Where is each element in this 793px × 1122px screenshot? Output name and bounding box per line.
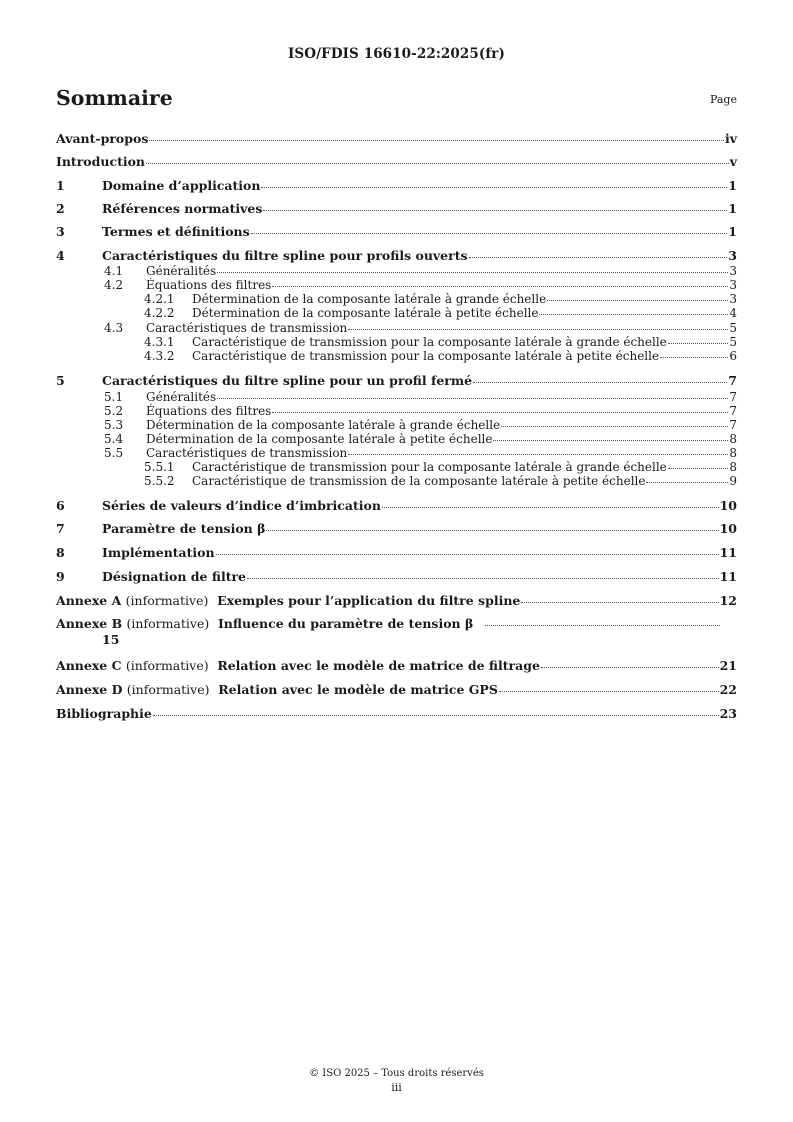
toc-entry-5-3[interactable] — [56, 418, 737, 432]
toc-entry-page: 10 — [719, 521, 737, 536]
toc-entry-page: 23 — [719, 706, 737, 721]
toc-entry-title: Détermination de la composante latérale à petite échelle — [146, 432, 493, 446]
dot-leader — [521, 602, 718, 603]
toc-entry-bibliographie[interactable] — [56, 707, 737, 721]
dot-leader — [499, 691, 719, 692]
toc-entry-page: 15 — [102, 632, 120, 647]
toc-entry-number: 4.3 — [104, 321, 124, 335]
toc-entry-title: Domaine d’application — [102, 178, 261, 193]
dot-leader — [469, 257, 728, 258]
toc-entry-annex-d[interactable] — [56, 683, 737, 697]
toc-entry-title: Introduction — [56, 154, 146, 169]
toc-entry-annex-a[interactable] — [56, 594, 737, 608]
toc-entry-4-2[interactable] — [56, 278, 737, 292]
toc-entry-4-3-1[interactable] — [56, 335, 737, 349]
toc-entry-number: 5 — [56, 373, 65, 388]
toc-entry-5-5-1[interactable] — [56, 460, 737, 474]
toc-entry-page: 22 — [719, 682, 737, 697]
dot-leader — [668, 343, 729, 344]
toc-entry-page: 7 — [729, 418, 737, 432]
toc-entry-5-5-2[interactable] — [56, 474, 737, 488]
toc-entry-title: Généralités — [146, 264, 217, 278]
toc-entry-4-3-2[interactable] — [56, 349, 737, 363]
dot-leader — [263, 210, 727, 211]
annex-kind: (informative) — [126, 682, 210, 697]
page-column-label: Page — [709, 93, 737, 106]
toc-entry-page: 3 — [729, 292, 737, 306]
toc-entry-number: 6 — [56, 498, 65, 513]
toc-entry-title: Séries de valeurs d’indice d’imbrication — [102, 498, 381, 513]
dot-leader — [646, 482, 728, 483]
toc-entry-5-4[interactable] — [56, 432, 737, 446]
toc-entry-page: 10 — [719, 498, 737, 513]
toc-entry-number: 4.3.2 — [144, 349, 175, 363]
dot-leader — [382, 507, 719, 508]
toc-entry-number: 7 — [56, 521, 65, 536]
page-footer — [0, 1067, 793, 1095]
dot-leader — [216, 554, 719, 555]
annex-label: Annexe D — [56, 682, 123, 697]
dot-leader — [541, 667, 719, 668]
toc-entry-clause-1[interactable] — [56, 179, 737, 193]
toc-entry-page: 1 — [728, 224, 737, 239]
toc-entry-number: 5.4 — [104, 432, 124, 446]
toc-entry-number: 3 — [56, 224, 65, 239]
toc-title: Sommaire — [56, 86, 173, 110]
toc-entry-number: 5.5.1 — [144, 460, 175, 474]
toc-entry-page: 5 — [729, 335, 737, 349]
toc-entry-page: 7 — [729, 390, 737, 404]
toc-entry-title: Détermination de la composante latérale à grande échelle — [146, 418, 501, 432]
toc-entry-number: 5.1 — [104, 390, 124, 404]
toc-entry-page: v — [729, 154, 737, 169]
dot-leader — [272, 286, 728, 287]
toc-entry-title: Relation avec le modèle de matrice de filtrage — [217, 658, 540, 673]
toc-entry-number: 1 — [56, 178, 65, 193]
toc-entry-number: 4.1 — [104, 264, 124, 278]
dot-leader — [261, 187, 727, 188]
toc-entry-introduction[interactable] — [56, 155, 737, 169]
dot-leader — [348, 329, 728, 330]
toc-entry-page: 8 — [729, 432, 737, 446]
toc-entry-number: 5.3 — [104, 418, 124, 432]
toc-entry-page: 12 — [719, 593, 737, 608]
toc-entry-title: Caractéristique de transmission pour la composante latérale à grande échelle — [192, 460, 667, 474]
toc-entry-title: Termes et définitions — [102, 224, 250, 239]
toc-entry-number: 5.2 — [104, 404, 124, 418]
dot-leader — [149, 140, 724, 141]
toc-entry-number: 5.5.2 — [144, 474, 175, 488]
annex-label: Annexe B — [56, 616, 123, 631]
toc-entry-title: Caractéristiques de transmission — [146, 446, 348, 460]
toc-entry-clause-9[interactable] — [56, 570, 737, 584]
toc-entry-clause-4[interactable] — [56, 249, 737, 263]
toc-entry-title: Exemples pour l’application du filtre spline — [217, 593, 521, 608]
toc-entry-page: 8 — [729, 460, 737, 474]
toc-entry-page: 7 — [728, 373, 737, 388]
toc-entry-clause-3[interactable] — [56, 225, 737, 239]
dot-leader — [547, 300, 728, 301]
toc-entry-annex-b[interactable] — [56, 616, 737, 647]
toc-entry-page: 11 — [719, 545, 737, 560]
toc-entry-title: Généralités — [146, 390, 217, 404]
dot-leader — [217, 272, 728, 273]
toc-entry-title: Paramètre de tension β — [102, 521, 266, 536]
toc-entry-page: 1 — [728, 201, 737, 216]
dot-leader — [660, 357, 728, 358]
dot-leader — [272, 412, 728, 413]
toc-entry-4-2-2[interactable] — [56, 306, 737, 320]
dot-leader — [348, 454, 728, 455]
toc-entry-5-1[interactable] — [56, 390, 737, 404]
toc-entry-4-3[interactable] — [56, 321, 737, 335]
dot-leader — [146, 163, 729, 164]
toc-entry-title: Caractéristique de transmission pour la composante latérale à grande échelle — [192, 335, 667, 349]
dot-leader — [247, 578, 719, 579]
annex-label: Annexe C — [56, 658, 122, 673]
toc-entry-title: Caractéristique de transmission de la composante latérale à petite échelle — [192, 474, 646, 488]
toc-entry-title: Avant-propos — [56, 131, 149, 146]
toc-entry-page: 3 — [729, 264, 737, 278]
toc-entry-page: 7 — [729, 404, 737, 418]
dot-leader — [539, 314, 728, 315]
dot-leader — [251, 233, 728, 234]
toc-entry-page: 5 — [729, 321, 737, 335]
toc-entry-clause-8[interactable] — [56, 546, 737, 560]
dot-leader — [153, 715, 719, 716]
toc-entry-title: Implémentation — [102, 545, 215, 560]
toc-entry-page: 11 — [719, 569, 737, 584]
toc-entry-title: Influence du paramètre de tension β — [217, 616, 474, 631]
toc-entry-title: Caractéristiques du filtre spline pour profils ouverts — [102, 248, 468, 263]
toc-entry-number: 4.3.1 — [144, 335, 175, 349]
annex-kind: (informative) — [125, 593, 209, 608]
toc-entry-number: 9 — [56, 569, 65, 584]
toc-entry-page: 4 — [729, 306, 737, 320]
toc-entry-title: Caractéristiques du filtre spline pour un profil fermé — [102, 373, 473, 388]
dot-leader — [485, 625, 720, 626]
document-id-header: ISO/FDIS 16610-22:2025(fr) — [287, 46, 506, 62]
toc-entry-number: 8 — [56, 545, 65, 560]
toc-entry-clause-5[interactable] — [56, 374, 737, 388]
toc-entry-page: iv — [724, 131, 737, 146]
toc-entry-number: 4.2.1 — [144, 292, 175, 306]
toc-entry-title: Équations des filtres — [146, 404, 272, 418]
toc-entry-title: Désignation de filtre — [102, 569, 247, 584]
toc-entry-clause-6[interactable] — [56, 499, 737, 513]
toc-entry-clause-2[interactable] — [56, 202, 737, 216]
toc-entry-4-2-1[interactable] — [56, 292, 737, 306]
toc-entry-page: 1 — [728, 178, 737, 193]
toc-entry-clause-7[interactable] — [56, 522, 737, 536]
dot-leader — [266, 530, 718, 531]
annex-label: Annexe A — [56, 593, 122, 608]
toc-entry-number: 4 — [56, 248, 65, 263]
dot-leader — [493, 440, 728, 441]
toc-entry-5-5[interactable] — [56, 446, 737, 460]
toc-entry-page: 3 — [728, 248, 737, 263]
toc-entry-4-1[interactable] — [56, 264, 737, 278]
toc-title-row — [56, 86, 737, 114]
annex-kind: (informative) — [125, 658, 209, 673]
dot-leader — [473, 382, 727, 383]
toc-entry-title: Relation avec le modèle de matrice GPS — [218, 682, 498, 697]
toc-entry-title: Détermination de la composante latérale à grande échelle — [192, 292, 547, 306]
copyright-notice: © ISO 2025 – Tous droits réservés — [309, 1068, 484, 1079]
toc-entry-annex-c[interactable] — [56, 659, 737, 673]
annex-kind: (informative) — [126, 616, 210, 631]
toc-entry-number: 2 — [56, 201, 65, 216]
toc-entry-number: 4.2 — [104, 278, 124, 292]
dot-leader — [668, 468, 729, 469]
toc-entry-title: Équations des filtres — [146, 278, 272, 292]
toc-entry-number: 4.2.2 — [144, 306, 175, 320]
toc-entry-page: 3 — [729, 278, 737, 292]
toc-entry-page: 8 — [729, 446, 737, 460]
toc-entry-page: 9 — [729, 474, 737, 488]
toc-entry-title: Caractéristique de transmission pour la composante latérale à petite échelle — [192, 349, 660, 363]
toc-entry-5-2[interactable] — [56, 404, 737, 418]
toc-entry-page: 21 — [719, 658, 737, 673]
toc-entry-avant-propos[interactable] — [56, 132, 737, 146]
dot-leader — [217, 398, 728, 399]
toc-entry-title: Détermination de la composante latérale à petite échelle — [192, 306, 539, 320]
dot-leader — [501, 426, 728, 427]
toc-entry-number: 5.5 — [104, 446, 124, 460]
toc-entry-title: Bibliographie — [56, 706, 152, 721]
toc-entry-title: Références normatives — [102, 201, 263, 216]
toc-entry-title: Caractéristiques de transmission — [146, 321, 348, 335]
page-number: iii — [391, 1081, 402, 1094]
toc-entry-page: 6 — [729, 349, 737, 363]
